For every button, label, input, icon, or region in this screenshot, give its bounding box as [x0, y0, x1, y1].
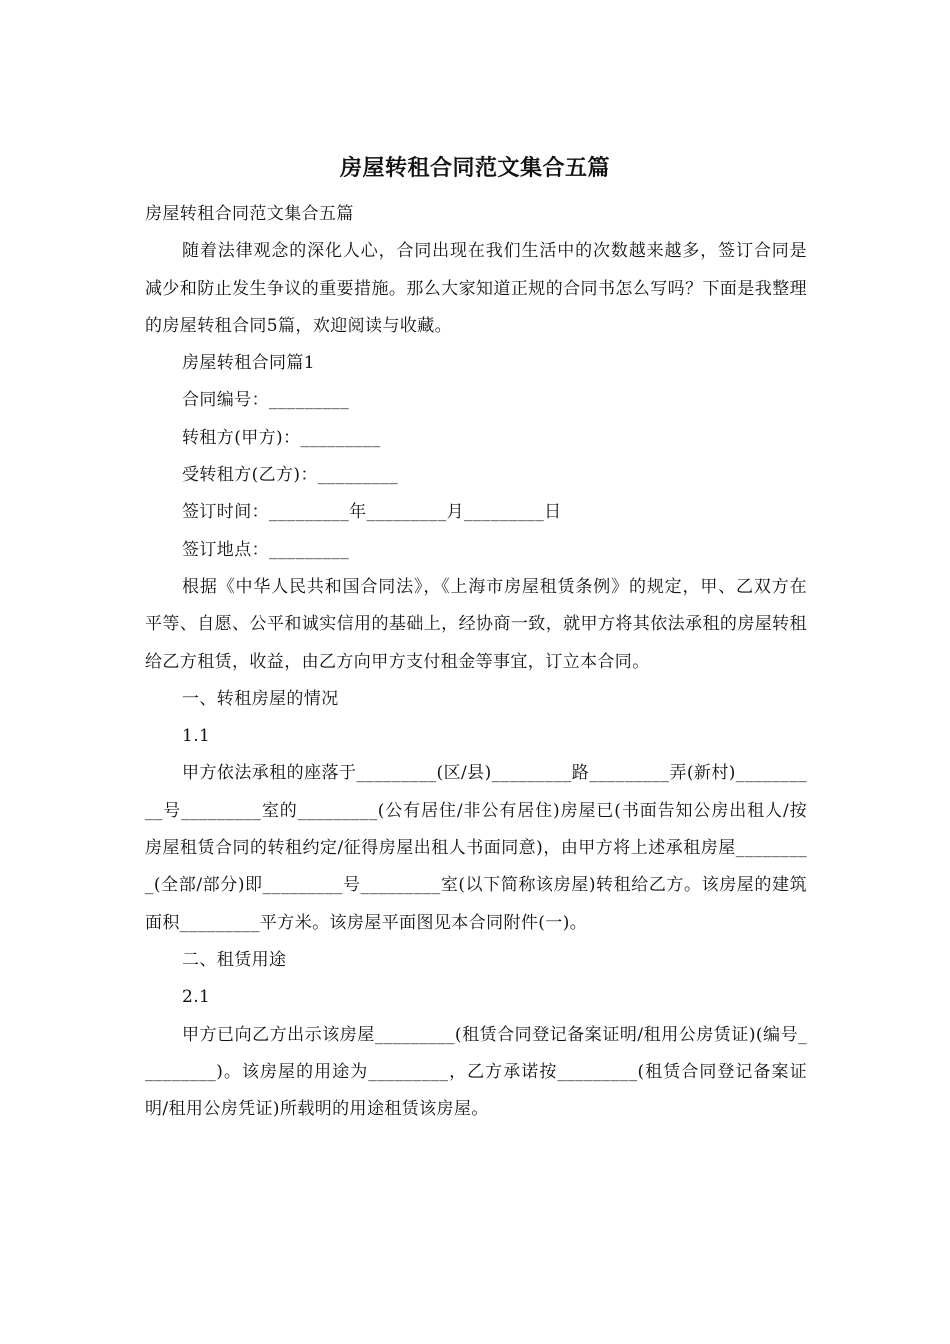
section-heading: 房屋转租合同篇1: [182, 353, 316, 374]
document-body: [145, 196, 807, 1128]
party-a-field: 转租方(甲方)：_________: [182, 427, 381, 448]
subtitle-paragraph: 房屋转租合同范文集合五篇: [145, 204, 354, 224]
signing-date-field: 签订时间：_________年_________月_________日: [182, 502, 562, 523]
clause-number-2-1: 2.1: [182, 987, 211, 1008]
clause-2-1-paragraph: 甲方已向乙方出示该房屋_________(租赁合同登记备案证明/租用公房赁证)(编号_________)。该房屋的用途为_________，乙方承诺按_________(租赁合同登记备案证明/租用公房凭证)所载明的用途租赁该房屋。: [145, 1024, 807, 1120]
signing-place-field: 签订地点：_________: [182, 539, 350, 560]
document-title: 房屋转租合同范文集合五篇: [339, 156, 610, 181]
clause-heading-2: 二、租赁用途: [182, 949, 287, 970]
clause-number-1-1: 1.1: [182, 726, 211, 747]
legal-basis-paragraph: 根据《中华人民共和国合同法》，《上海市房屋租赁条例》的规定，甲、乙双方在平等、自愿、公平和诚实信用的基础上，经协商一致，就甲方将其依法承租的房屋转租给乙方租赁，收益，由乙方向甲方支付租金等事宜，订立本合同。: [145, 576, 807, 672]
clause-heading-1: 一、转租房屋的情况: [182, 688, 339, 709]
clause-1-1-paragraph: 甲方依法承租的座落于_________(区/县)_________路_________弄(新村)__________号_________室的_________(公有居住/非公有居住)房屋已(书面告知公房出租人/按房屋租赁合同的转租约定/征得房屋出租人书面同意)，由甲方将上述承租房屋_________(全部/部分)即_________号_________室(以下简称该房屋)转租给乙方。该房屋的建筑面积_________平方米。该房屋平面图见本合同附件(一)。: [145, 763, 807, 933]
party-b-field: 受转租方(乙方)：_________: [182, 465, 398, 486]
intro-paragraph: 随着法律观念的深化人心，合同出现在我们生活中的次数越来越多，签订合同是减少和防止发生争议的重要措施。那么大家知道正规的合同书怎么写吗？下面是我整理的房屋转租合同5篇，欢迎阅读与收藏。: [145, 241, 807, 336]
contract-number-field: 合同编号：_________: [182, 390, 350, 411]
